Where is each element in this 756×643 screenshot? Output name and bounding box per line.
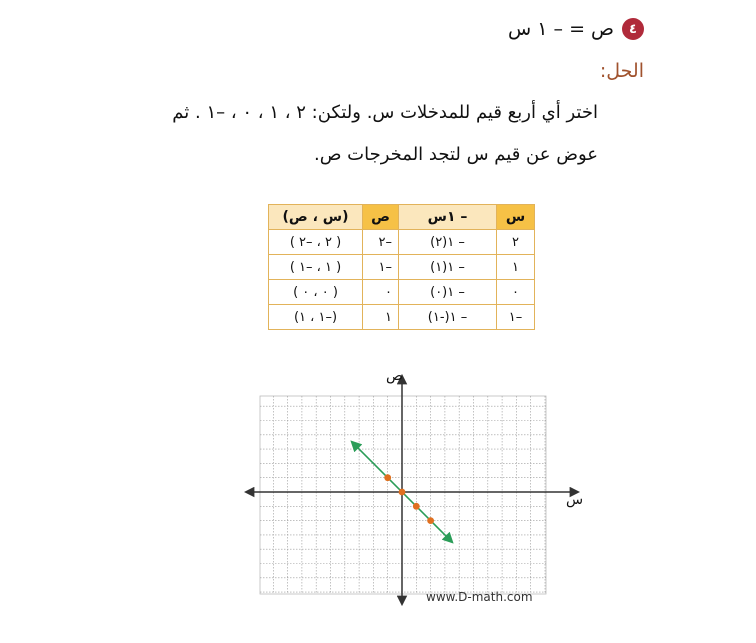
y-axis-label: ص <box>386 368 403 384</box>
cell-x: ٠ <box>497 280 535 305</box>
plotted-point <box>413 503 420 510</box>
values-table <box>268 204 535 330</box>
cell-expr: – ١(-١) <box>399 305 497 330</box>
plotted-point <box>399 489 406 496</box>
cell-x: ٢ <box>497 230 535 255</box>
header-y: ص <box>363 205 399 230</box>
cell-x: –١ <box>497 305 535 330</box>
cell-pair: ( ٠ ، ٠ ) <box>269 280 363 305</box>
cell-y: ٠ <box>363 280 399 305</box>
table-row <box>269 230 535 255</box>
problem-number-badge: ٤ <box>622 18 644 40</box>
solution-text-line-2: عوض عن قيم س لتجد المخرجات ص. <box>313 144 598 165</box>
header-pair: (س ، ص) <box>269 205 363 230</box>
cell-expr: – ١(١) <box>399 255 497 280</box>
cell-x: ١ <box>497 255 535 280</box>
plotted-point <box>427 517 434 524</box>
cell-y: –٢ <box>363 230 399 255</box>
header-expr: – ١س <box>399 205 497 230</box>
header-x: س <box>497 205 535 230</box>
cell-y: –١ <box>363 255 399 280</box>
x-axis-label: س <box>566 492 584 508</box>
table-row <box>269 305 535 330</box>
cell-y: ١ <box>363 305 399 330</box>
cell-pair: (–١ ، ١) <box>269 305 363 330</box>
table-row <box>269 255 535 280</box>
watermark-text: www.D-math.com <box>426 590 533 604</box>
cell-expr: – ١(٢) <box>399 230 497 255</box>
problem-equation: ص = – ١ س <box>508 18 614 40</box>
table-row <box>269 280 535 305</box>
problem-statement <box>508 18 644 40</box>
coordinate-graph <box>240 364 590 609</box>
cell-pair: ( ١ ، –١ ) <box>269 255 363 280</box>
table-header-row <box>269 205 535 230</box>
cell-expr: – ١(٠) <box>399 280 497 305</box>
solution-heading: الحل: <box>599 60 644 82</box>
plotted-point <box>384 474 391 481</box>
cell-pair: ( ٢ ، –٢ ) <box>269 230 363 255</box>
solution-text-line-1: اختر أي أربع قيم للمدخلات س. ولتكن: ٢ ، ١ ، ٠ ، –١ . ثم <box>172 102 598 123</box>
